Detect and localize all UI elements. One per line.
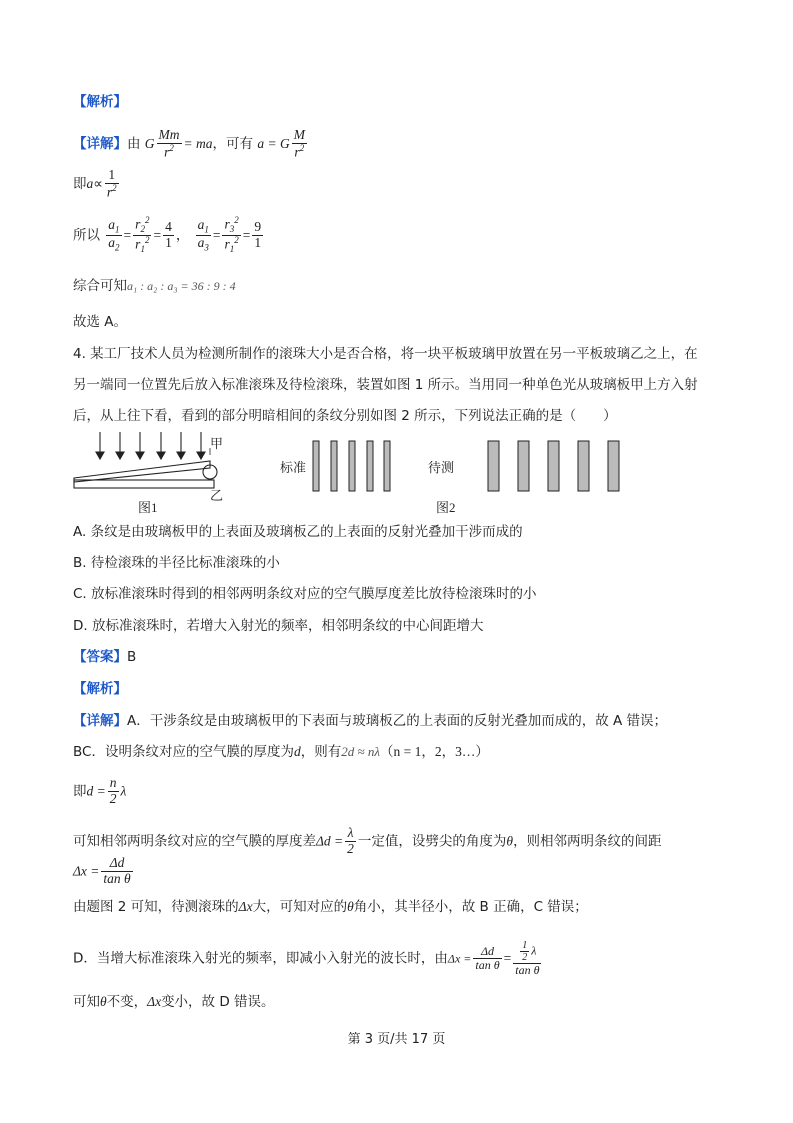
theta: θ xyxy=(100,994,107,1009)
frac-n-2: $\frac{n}{2}$ xyxy=(109,775,117,806)
q4-line-2: 另一端同一位置先后放入标准滚珠及待检滚珠，装置如图 1 所示。当用同一种单色光从玻璃板甲上方入射 xyxy=(73,377,698,393)
answer-value: B xyxy=(127,649,137,665)
label-yi: 乙 xyxy=(210,488,224,503)
bc-n-values: （n = 1，2，3…） xyxy=(379,744,489,759)
fig1-caption: 图1 xyxy=(138,500,158,515)
fig2-conclusion-line xyxy=(73,900,588,915)
test-fringes xyxy=(488,441,619,491)
label-standard: 标准 xyxy=(280,461,307,476)
page-footer: 第 3 页/共 17 页 xyxy=(347,1032,446,1047)
const-text: 一定值，设劈尖的角度为 xyxy=(357,833,507,850)
d-text: D．当增大标准滚珠入射光的频率，即减小入射光的波长时，由 xyxy=(73,950,448,967)
summary-line xyxy=(73,280,236,294)
d-formula-line xyxy=(73,776,126,807)
figure-1-and-2 xyxy=(70,428,650,518)
summary-text: 综合可知 xyxy=(73,278,127,294)
dx-eq: Δx = xyxy=(73,863,100,879)
ratio-line: 所以 $\frac{a_1}{a_2}$ = $\frac{r_2^2}{r_1^2}$ = $\frac{4}{1}$ ， $\frac{a_1}{a_3}$ = $\frac{r_3^2}{r_1^2}$ = $\frac{9}{1}$ xyxy=(73,215,262,255)
then-text: ，则相邻两明条纹的间距 xyxy=(513,833,662,850)
d-option-line: D．当增大标准滚珠入射光的频率，即减小入射光的波长时，由Δx = $\frac{\Delta d}{\text{tan θ}}$ = $\frac{1}{2}$ λ tan θ xyxy=(73,940,540,977)
frac-dd-tan-2: $\frac{\Delta d}{\text{tan θ}}$ xyxy=(475,943,500,973)
incident-light-arrows xyxy=(96,432,205,459)
frac-dd-tan: $\frac{\Delta d}{\text{tan θ}}$ xyxy=(103,855,131,886)
prefix: 所以 xyxy=(73,227,100,244)
fig2-text-3: 角小，其半径小，故 B 正确，C 错误； xyxy=(353,899,588,915)
bc-then: ，则有 xyxy=(300,744,342,760)
choose-a-line: 故选 A。 xyxy=(73,314,128,330)
detail-tag: 【详解】 xyxy=(73,136,127,153)
var-d: d xyxy=(293,744,301,759)
frac-half-lambda-tan: $\frac{1}{2}$ λ tan θ xyxy=(515,940,540,977)
fig2-text-1: 由题图 2 可知，待测滚珠的 xyxy=(73,899,239,915)
last-text-1: 可知 xyxy=(73,994,100,1010)
frac-m-r2: $\frac{M}{r^2}$ xyxy=(293,127,305,160)
delta-d-line xyxy=(73,826,662,857)
fig2-caption: 图2 xyxy=(436,500,456,515)
eq-ma: = ma xyxy=(183,136,213,152)
d-eq: d = xyxy=(86,783,106,799)
detail-a-line xyxy=(73,715,667,729)
delta-d-eq: Δd = xyxy=(316,833,344,849)
frac-r3-r1: $\frac{r_3^2}{r_1^2}$ xyxy=(224,215,239,255)
label-test: 待测 xyxy=(428,461,455,476)
frac-a1-a2: $\frac{a_1}{a_2}$ xyxy=(108,216,120,253)
answer-tag: 【答案】 xyxy=(73,649,127,665)
theta: θ xyxy=(506,833,514,849)
option-c: C. 放标准滚珠时得到的相邻两明条纹对应的空气膜厚度差比放待检滚珠时的小 xyxy=(73,586,537,602)
detail-text: 由 xyxy=(127,136,141,153)
var-g: G xyxy=(144,136,155,152)
frac-1-r2: $\frac{1}{r^2}$ xyxy=(106,167,117,200)
option-d: D. 放标准滚珠时，若增大入射光的频率，相邻明条纹的中心间距增大 xyxy=(73,618,484,634)
dx-eq-2: Δx = xyxy=(447,951,472,966)
frac-4-1: $\frac{4}{1}$ xyxy=(165,219,172,251)
frac-9-1: $\frac{9}{1}$ xyxy=(254,219,262,251)
last-text-2: 不变， xyxy=(106,994,148,1010)
detail-tag-2: 【详解】 xyxy=(73,713,127,729)
label-jia: 甲 xyxy=(210,436,224,451)
comma-text: ，可有 xyxy=(212,136,254,153)
option-b: B. 待检滚珠的半径比标准滚珠的小 xyxy=(73,555,280,571)
q4-line-3: 后，从上往下看，看到的部分明暗相间的条纹分别如图 2 所示，下列说法正确的是（ ） xyxy=(73,408,617,424)
prop-sign: ∝ xyxy=(93,176,103,192)
last-text-3: 变小，故 D 错误。 xyxy=(161,994,275,1010)
theta: θ xyxy=(347,899,354,914)
summary-ratio: a₁ : a₂ : a₃ = 36 : 9 : 4 xyxy=(127,279,236,293)
know-text: 可知相邻两明条纹对应的空气膜的厚度差 xyxy=(73,833,316,850)
bc-formula: 2d ≈ nλ xyxy=(341,744,380,759)
glass-plate-jia xyxy=(74,461,210,482)
prefix: 即 xyxy=(73,176,87,193)
analysis-tag-2: 【解析】 xyxy=(73,681,127,697)
frac-a1-a3: $\frac{a_1}{a_3}$ xyxy=(197,216,209,253)
lambda: λ xyxy=(120,783,127,799)
fig2-text-2: 大，可知对应的 xyxy=(252,899,348,915)
frac-r2-r1: $\frac{r_2^2}{r_1^2}$ xyxy=(135,215,150,255)
analysis-tag: 【解析】 xyxy=(73,94,127,110)
frac-lambda-2: $\frac{\lambda}{2}$ xyxy=(347,825,354,856)
q4-line-1: 4. 某工厂技术人员为检测所制作的滚珠大小是否合格，将一块平板玻璃甲放置在另一平板玻璃乙之上，在 xyxy=(73,346,698,362)
prefix: 即 xyxy=(73,783,87,800)
glass-plate-yi xyxy=(74,480,214,488)
option-a: A. 条纹是由玻璃板甲的上表面及玻璃板乙的上表面的反射光叠加干涉而成的 xyxy=(73,524,523,540)
glass-plates xyxy=(74,461,217,488)
bc-text: BC．设明条纹对应的空气膜的厚度为 xyxy=(73,744,294,760)
dx-formula-line xyxy=(73,856,135,887)
detail-a-text: A．干涉条纹是由玻璃板甲的下表面与玻璃板乙的上表面的反射光叠加而成的，故 A 错误； xyxy=(127,713,668,729)
dx: Δx xyxy=(238,899,253,914)
a-eq-g: a = G xyxy=(257,136,290,152)
dx: Δx xyxy=(147,994,162,1009)
proportional-line xyxy=(73,168,121,200)
detail-line-1 xyxy=(73,128,309,160)
last-line xyxy=(73,995,275,1010)
var-a: a xyxy=(86,176,94,192)
standard-fringes xyxy=(313,441,390,491)
answer-line xyxy=(73,651,136,665)
frac-mm-r2: $\frac{Mm}{r^2}$ xyxy=(158,127,180,160)
bc-line xyxy=(73,745,489,760)
